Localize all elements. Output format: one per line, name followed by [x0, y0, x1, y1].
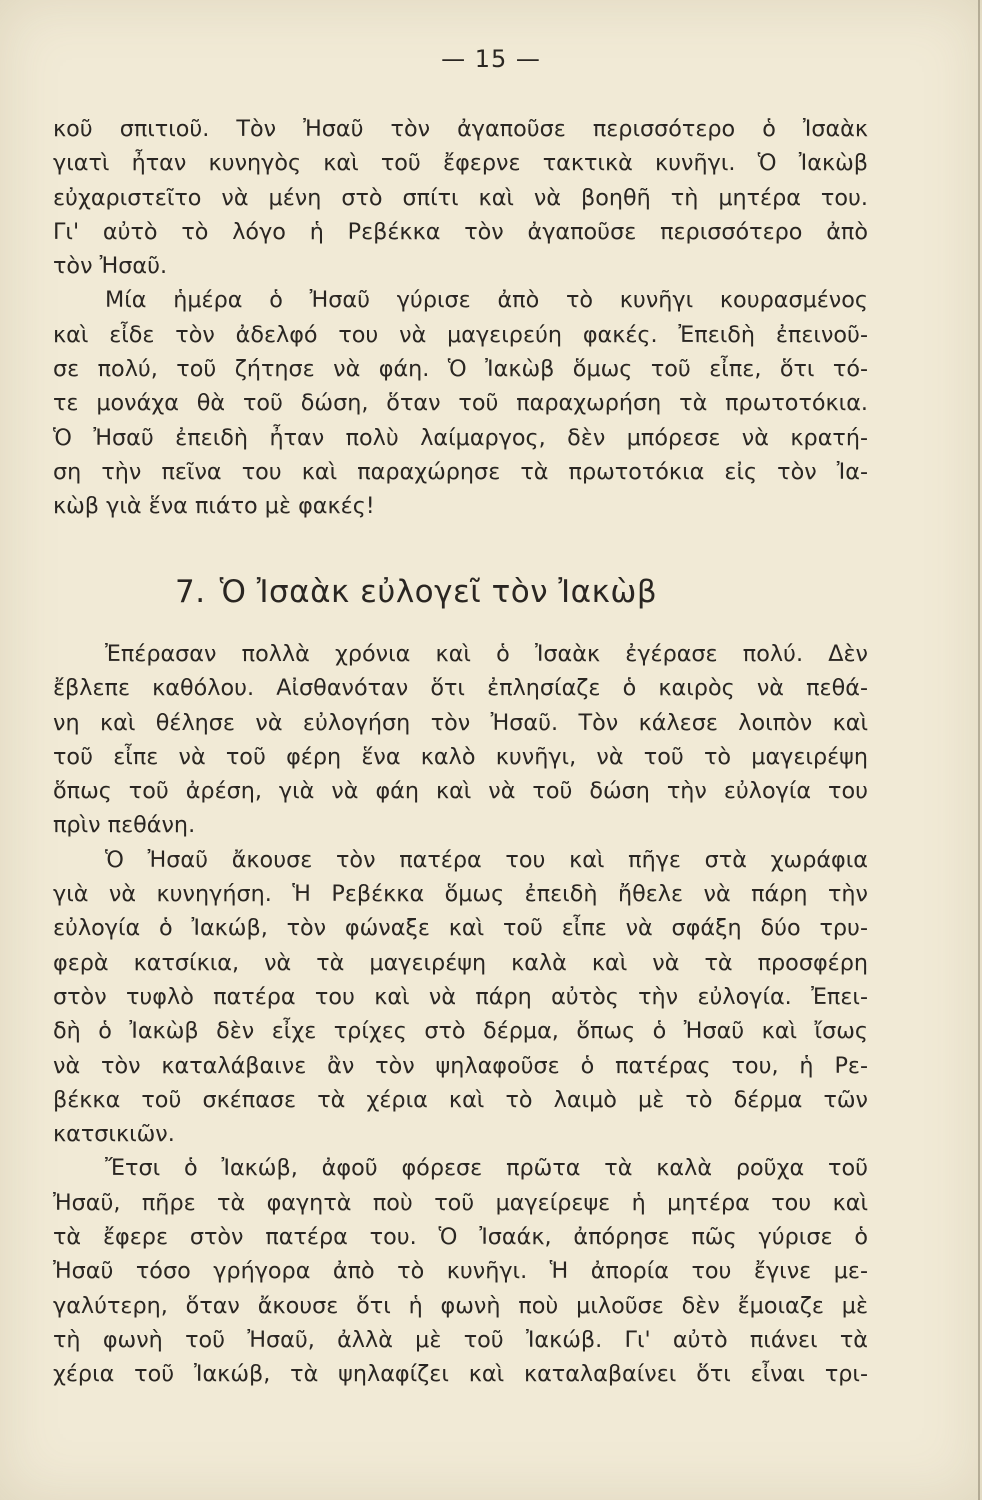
paragraph-block-2: [53, 637, 868, 1392]
text-line: φερὰ κατσίκια, νὰ τὰ μαγειρέψη καλὰ καὶ νὰ τὰ προσφέρη: [53, 949, 868, 976]
text-line: ἔβλεπε καθόλου. Αἰσθανόταν ὅτι ἐπλησίαζε ὁ καιρὸς νὰ πεθά-: [53, 675, 868, 702]
text-line: εὐλογία ὁ Ἰακώβ, τὸν φώναξε καὶ τοῦ εἶπε νὰ σφάξη δύο τρυ-: [53, 915, 868, 942]
text-line: γιὰ νὰ κυνηγήση. Ἡ Ρεβέκκα ὅμως ἐπειδὴ ἤθελε νὰ πάρη τὴν: [53, 881, 868, 908]
text-line: χέρια τοῦ Ἰακώβ, τὰ ψηλαφίζει καὶ καταλαβαίνει ὅτι εἶναι τρι-: [53, 1361, 868, 1388]
text-line: Ὁ Ἠσαῦ ἐπειδὴ ἦταν πολὺ λαίμαργος, δὲν μπόρεσε νὰ κρατή-: [53, 424, 868, 451]
text-line: τὸν Ἠσαῦ.: [53, 253, 168, 280]
section-number: 7.: [175, 574, 206, 610]
text-line: Γι' αὐτὸ τὸ λόγο ἡ Ρεβέκκα τὸν ἀγαποῦσε περισσότερο ἀπὸ: [53, 218, 868, 245]
paragraph-block-1: [53, 112, 868, 524]
text-line: τε μονάχα θὰ τοῦ δώση, ὅταν τοῦ παραχωρήση τὰ πρωτοτόκια.: [53, 390, 868, 417]
text-line: ὅπως τοῦ ἀρέση, γιὰ νὰ φάη καὶ νὰ τοῦ δώση τὴν εὐλογία του: [53, 778, 868, 805]
text-line: σε πολύ, τοῦ ζήτησε νὰ φάη. Ὁ Ἰακὼβ ὅμως τοῦ εἶπε, ὅτι τό-: [53, 356, 868, 383]
text-line: καὶ εἶδε τὸν ἀδελφό του νὰ μαγειρεύη φακές. Ἐπειδὴ ἐπεινοῦ-: [53, 321, 868, 348]
text-line: πρὶν πεθάνη.: [53, 812, 196, 839]
text-line: κοῦ σπιτιοῦ. Τὸν Ἠσαῦ τὸν ἀγαποῦσε περισσότερο ὁ Ἰσαὰκ: [53, 116, 868, 142]
text-line: Ἔτσι ὁ Ἰακώβ, ἀφοῦ φόρεσε πρῶτα τὰ καλὰ ροῦχα τοῦ: [105, 1155, 868, 1182]
text-line: νὰ τὸν καταλάβαινε ἂν τὸν ψηλαφοῦσε ὁ πατέρας του, ἡ Ρε-: [53, 1052, 868, 1079]
section-title: Ὁ Ἰσαὰκ εὐλογεῖ τὸν Ἰακὼβ: [219, 574, 658, 610]
text-line: Ἠσαῦ, πῆρε τὰ φαγητὰ ποὺ τοῦ μαγείρεψε ἡ μητέρα του καὶ: [53, 1189, 868, 1216]
text-line: νη καὶ θέλησε νὰ εὐλογήση τὸν Ἠσαῦ. Τὸν κάλεσε λοιπὸν καὶ: [53, 709, 868, 736]
text-line: εὐχαριστεῖτο νὰ μένη στὸ σπίτι καὶ νὰ βοηθῆ τὴ μητέρα του.: [53, 184, 868, 211]
text-line: στὸν τυφλὸ πατέρα του καὶ νὰ πάρη αὐτὸς τὴν εὐλογία. Ἐπει-: [53, 983, 868, 1010]
text-line: ση τὴν πεῖνα του καὶ παραχώρησε τὰ πρωτοτόκια εἰς τὸν Ἰα-: [53, 458, 868, 485]
text-line: Ἐπέρασαν πολλὰ χρόνια καὶ ὁ Ἰσαὰκ ἐγέρασε πολύ. Δὲν: [105, 641, 868, 667]
text-line: τὰ ἔφερε στὸν πατέρα του. Ὁ Ἰσαάκ, ἀπόρησε πῶς γύρισε ὁ: [53, 1224, 868, 1251]
text-line: Μία ἡμέρα ὁ Ἠσαῦ γύρισε ἀπὸ τὸ κυνῆγι κουρασμένος: [105, 287, 868, 314]
text-line: Ὁ Ἠσαῦ ἄκουσε τὸν πατέρα του καὶ πῆγε στὰ χωράφια: [105, 846, 868, 873]
text-line: τὴ φωνὴ τοῦ Ἠσαῦ, ἀλλὰ μὲ τοῦ Ἰακώβ. Γι' αὐτὸ πιάνει τὰ: [53, 1326, 868, 1353]
text-line: Ἠσαῦ τόσο γρήγορα ἀπὸ τὸ κυνῆγι. Ἡ ἀπορία του ἔγινε με-: [53, 1258, 868, 1285]
text-line: γιατὶ ἦταν κυνηγὸς καὶ τοῦ ἔφερνε τακτικὰ κυνῆγι. Ὁ Ἰακὼβ: [53, 150, 868, 177]
page-edge: [978, 0, 980, 1500]
text-line: τοῦ εἶπε νὰ τοῦ φέρη ἕνα καλὸ κυνῆγι, νὰ τοῦ τὸ μαγειρέψη: [53, 743, 868, 770]
page-number: — 15 —: [441, 45, 541, 73]
section-heading: [175, 572, 657, 612]
text-line: δὴ ὁ Ἰακὼβ δὲν εἶχε τρίχες στὸ δέρμα, ὅπως ὁ Ἠσαῦ καὶ ἴσως: [53, 1018, 868, 1045]
text-line: κὼβ γιὰ ἕνα πιάτο μὲ φακές!: [53, 493, 375, 520]
text-line: κατσικιῶν.: [53, 1121, 175, 1148]
text-line: γαλύτερη, ὅταν ἄκουσε ὅτι ἡ φωνὴ ποὺ μιλοῦσε δὲν ἔμοιαζε μὲ: [53, 1292, 868, 1319]
text-line: βέκκα τοῦ σκέπασε τὰ χέρια καὶ τὸ λαιμὸ μὲ τὸ δέρμα τῶν: [53, 1086, 868, 1113]
